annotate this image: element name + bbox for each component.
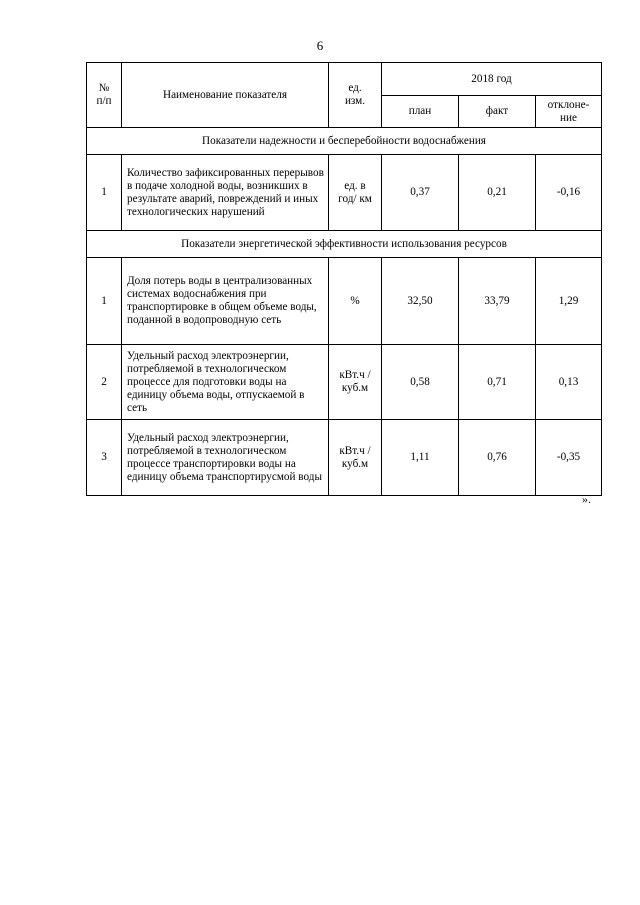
row-deviation: -0,16 [536,155,602,231]
row-fact: 0,21 [459,155,536,231]
row-unit: ед. в год/ км [329,155,382,231]
section-title: Показатели надежности и бесперебойности водоснабжения [87,128,602,155]
row-deviation: 1,29 [536,258,602,345]
header-year: 2018 год [382,63,602,96]
row-number: 3 [87,420,122,496]
row-number: 1 [87,258,122,345]
row-number: 1 [87,155,122,231]
indicators-table [86,62,602,496]
section-row [87,231,602,258]
header-name: Наименование показателя [122,63,329,128]
row-fact: 33,79 [459,258,536,345]
header-fact: факт [459,96,536,128]
row-deviation: -0,35 [536,420,602,496]
header-row-top [87,63,602,96]
row-name: Удельный расход электроэнергии, потребляемой в технологическом процессе для подготовки воды на единицу объема воды, отпускаемой в сеть [122,345,329,420]
section-row [87,128,602,155]
row-name: Количество зафиксированных перерывов в подаче холодной воды, возникших в результате аварий, повреждений и иных технологических нарушений [122,155,329,231]
row-plan: 0,58 [382,345,459,420]
section-title: Показатели энергетической эффективности использования ресурсов [87,231,602,258]
row-unit: кВт.ч / куб.м [329,420,382,496]
table-row [87,345,602,420]
row-unit: % [329,258,382,345]
row-plan: 1,11 [382,420,459,496]
table-body [87,63,602,496]
row-fact: 0,76 [459,420,536,496]
row-plan: 32,50 [382,258,459,345]
page-number: 6 [316,38,324,53]
header-unit: ед. изм. [329,63,382,128]
row-name: Доля потерь воды в централизованных системах водоснабжения при транспортировке в общем объеме воды, поданной в водопроводную сеть [122,258,329,345]
table-row [87,155,602,231]
row-plan: 0,37 [382,155,459,231]
table-row [87,420,602,496]
header-number: № п/п [87,63,122,128]
row-number: 2 [87,345,122,420]
closing-quote-mark: ». [582,492,591,506]
row-unit: кВт.ч / куб.м [329,345,382,420]
row-name: Удельный расход электроэнергии, потребляемой в технологическом процессе транспортировки воды на единицу объема транспортирусмой воды [122,420,329,496]
row-deviation: 0,13 [536,345,602,420]
header-plan: план [382,96,459,128]
header-deviation: отклоне- ние [536,96,602,128]
table-row [87,258,602,345]
row-fact: 0,71 [459,345,536,420]
